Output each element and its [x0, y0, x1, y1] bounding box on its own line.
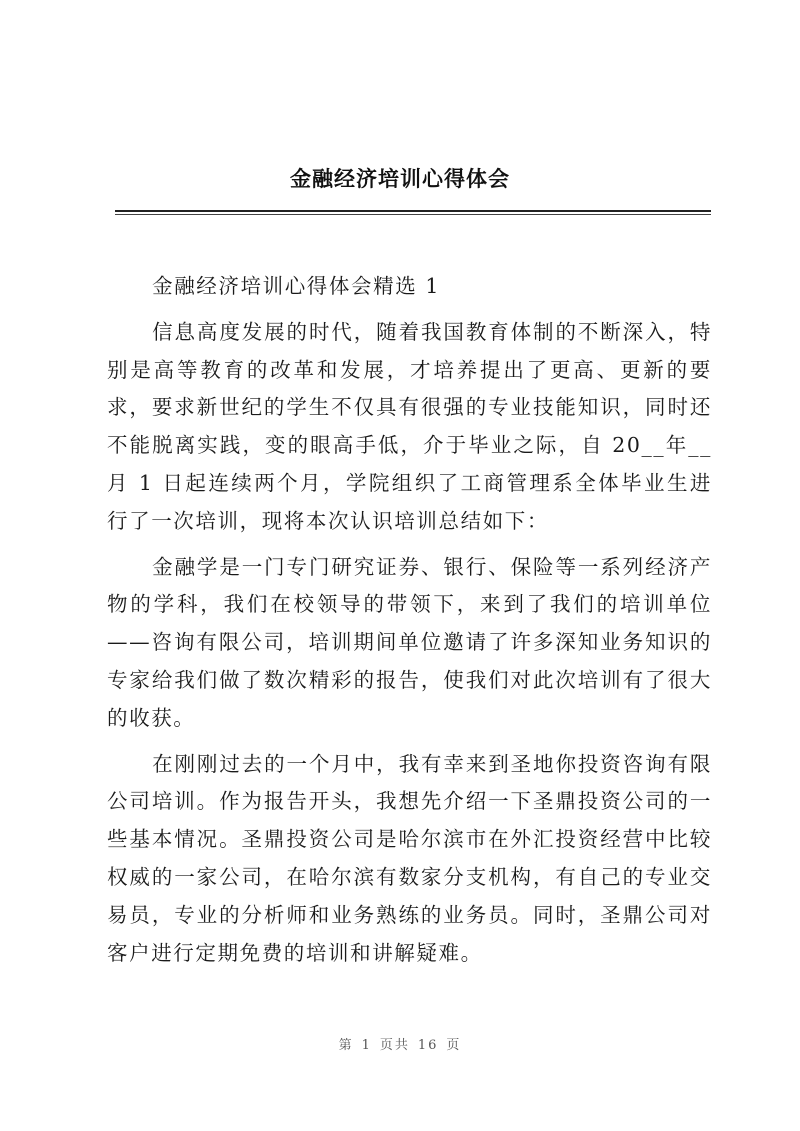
- paragraph-3: 在刚刚过去的一个月中，我有幸来到圣地你投资咨询有限公司培训。作为报告开头，我想先介绍一下圣鼎投资公司的一些基本情况。圣鼎投资公司是哈尔滨市在外汇投资经营中比较权威的一家公司，在哈尔滨有数家分支机构，有自己的专业交易员，专业的分析师和业务熟练的业务员。同时，圣鼎公司对客户进行定期免费的培训和讲解疑难。: [107, 751, 712, 965]
- document-body: [107, 268, 712, 972]
- title-underline-thin: [115, 214, 711, 215]
- footer-page-total: 16: [417, 1038, 439, 1053]
- paragraph-1: 信息高度发展的时代，随着我国教育体制的不断深入，特别是高等教育的改革和发展，才培养提出了更高、更新的要求，要求新世纪的学生不仅具有很强的专业技能知识，同时还不能脱离实践，变的眼高手低，介于毕业之际，自 20__年__月 1 日起连续两个月，学院组织了工商管理系全体毕业生进行了一次培训，现将本次认识培训总结如下：: [107, 319, 712, 533]
- section-heading: 金融经济培训心得体会精选 1: [152, 274, 441, 298]
- footer-page-suffix: 页: [446, 1038, 462, 1053]
- title-underline: [115, 210, 711, 212]
- footer-page-number: 1: [361, 1038, 372, 1053]
- paragraph-2: 金融学是一门专门研究证券、银行、保险等一系列经济产物的学科，我们在校领导的带领下，来到了我们的培训单位——咨询有限公司，培训期间单位邀请了许多深知业务知识的专家给我们做了数次精彩的报告，使我们对此次培训有了很大的收获。: [107, 554, 712, 730]
- page-title: 金融经济培训心得体会: [290, 167, 510, 191]
- footer-page-mid: 页共: [379, 1038, 410, 1053]
- footer-page-prefix: 第: [338, 1038, 354, 1053]
- page-footer: [0, 1034, 800, 1053]
